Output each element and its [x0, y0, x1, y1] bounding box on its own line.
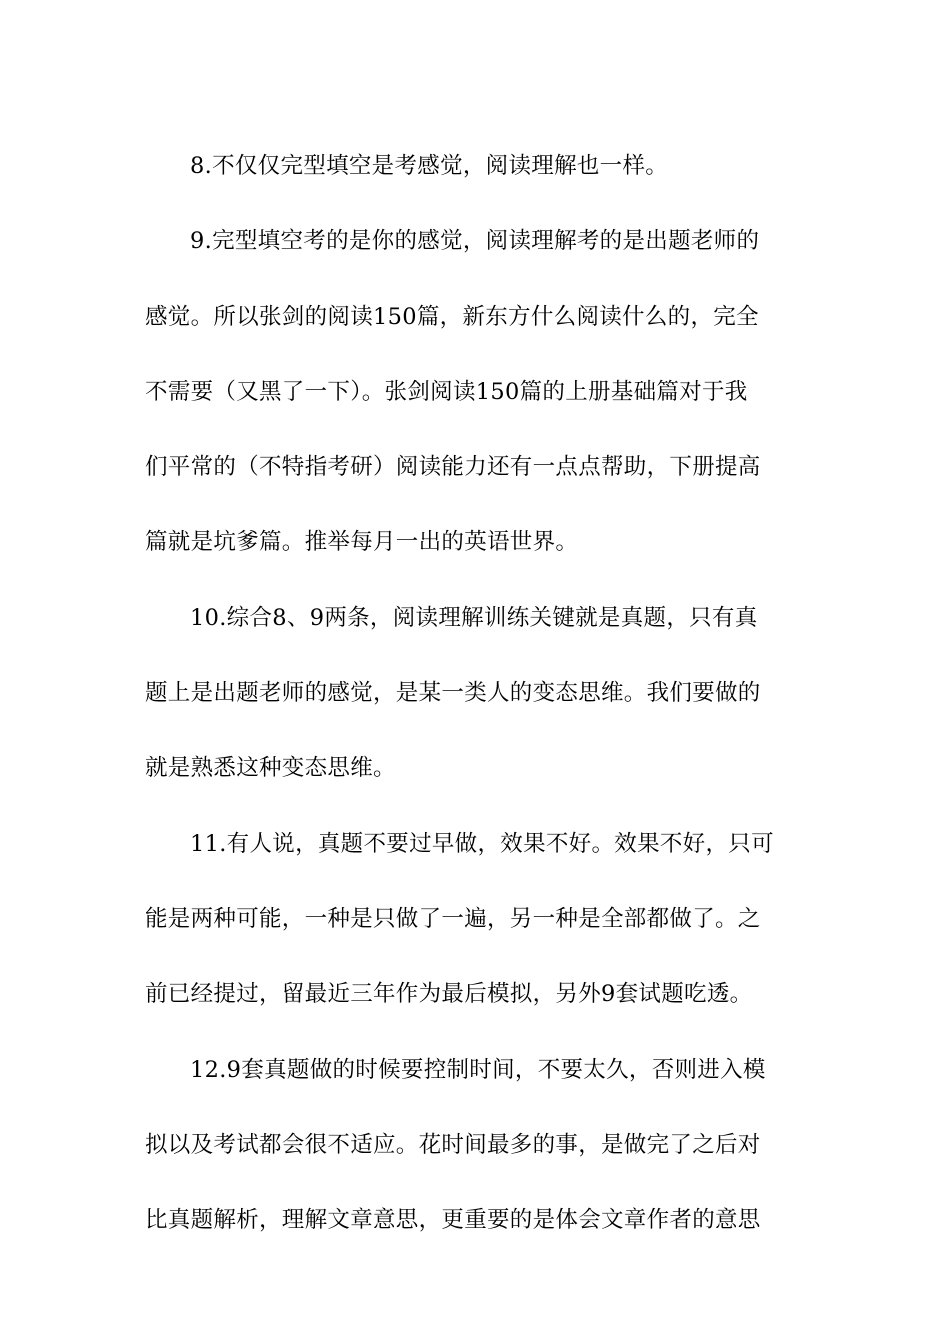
paragraph-8: [145, 129, 807, 204]
document-body: [145, 129, 807, 1258]
text-line: 不需要（又黑了一下）。张剑阅读150篇的上册基础篇对于我: [145, 378, 748, 405]
text-line: 题上是出题老师的感觉，是某一类人的变态思维。我们要做的: [145, 680, 761, 707]
paragraph-9: [145, 204, 807, 580]
text-line: 11.有人说，真题不要过早做，效果不好。效果不好，只可: [190, 830, 774, 857]
paragraph-11: [145, 807, 807, 1033]
text-line: 拟以及考试都会很不适应。花时间最多的事，是做完了之后对: [145, 1131, 761, 1158]
text-line: 篇就是坑爹篇。推举每月一出的英语世界。: [145, 529, 579, 556]
text-line: 比真题解析，理解文章意思，更重要的是体会文章作者的意思: [145, 1207, 761, 1234]
text-line: 感觉。所以张剑的阅读150篇，新东方什么阅读什么的，完全: [145, 303, 759, 330]
text-line: 们平常的（不特指考研）阅读能力还有一点点帮助，下册提高: [145, 454, 761, 481]
text-line: 能是两种可能，一种是只做了一遍，另一种是全部都做了。之: [145, 905, 761, 932]
text-line: 8.不仅仅完型填空是考感觉，阅读理解也一样。: [190, 153, 669, 179]
text-line: 9.完型填空考的是你的感觉，阅读理解考的是出题老师的: [190, 228, 760, 255]
paragraph-10: [145, 581, 807, 807]
text-line: 前已经提过，留最近三年作为最后模拟，另外9套试题吃透。: [145, 981, 753, 1008]
text-line: 10.综合8、9两条，阅读理解训练关键就是真题，只有真: [190, 604, 758, 631]
paragraph-12: [145, 1033, 807, 1259]
text-line: 就是熟悉这种变态思维。: [145, 755, 396, 782]
text-line: 12.9套真题做的时候要控制时间，不要太久，否则进入模: [190, 1056, 766, 1083]
